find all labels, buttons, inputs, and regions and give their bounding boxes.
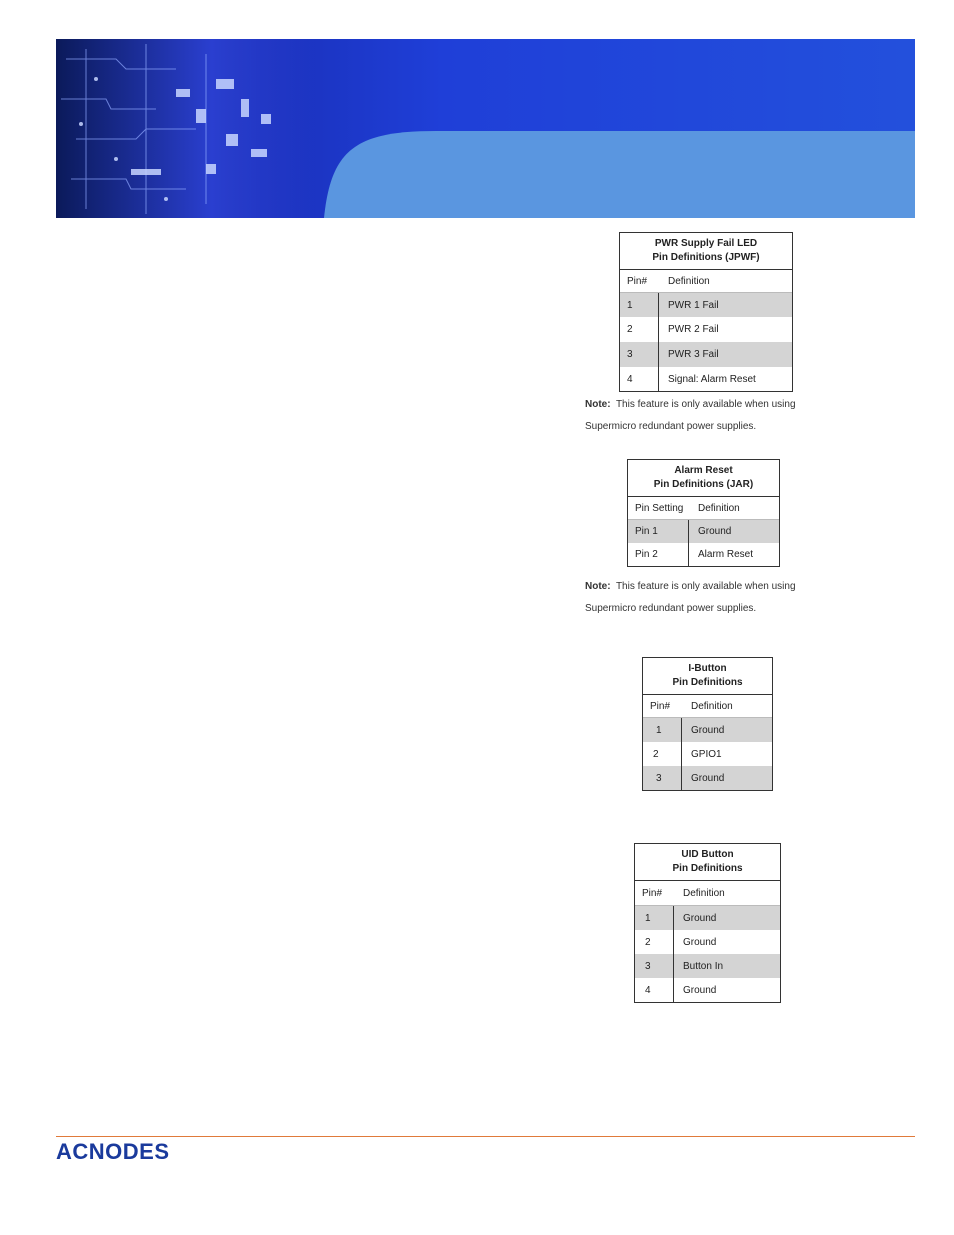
- table-row: 2 PWR 2 Fail: [620, 317, 792, 342]
- circuit-board-graphic: [56, 39, 915, 218]
- table-row: Pin 2 Alarm Reset: [628, 543, 779, 566]
- table-title: UID Button Pin Definitions: [635, 844, 780, 881]
- table-column-headers: Pin# Definition: [643, 695, 772, 718]
- header-banner: [56, 39, 915, 218]
- table-title: PWR Supply Fail LED Pin Definitions (JPWF): [620, 233, 792, 270]
- table-row: 2 Ground: [635, 930, 780, 954]
- table-row: 4 Ground: [635, 978, 780, 1002]
- table-row: 3 Ground: [643, 766, 772, 790]
- table-row: 1 Ground: [635, 906, 780, 930]
- table-column-headers: Pin# Definition: [635, 881, 780, 906]
- logo-text: ACNODES: [56, 1139, 170, 1164]
- acnodes-logo: [56, 1138, 212, 1164]
- table-row: 4 Signal: Alarm Reset: [620, 367, 792, 391]
- uid-button-pin-table: [634, 843, 781, 1003]
- ibutton-pin-table: [642, 657, 773, 791]
- note-jar: Note: This feature is only available when using Supermicro redundant power supplies.: [585, 581, 796, 614]
- table-title: Alarm Reset Pin Definitions (JAR): [628, 460, 779, 497]
- jpwf-pin-table: [619, 232, 793, 392]
- table-row: 3 Button In: [635, 954, 780, 978]
- table-title: I-Button Pin Definitions: [643, 658, 772, 695]
- table-row: 2 GPIO1: [643, 742, 772, 766]
- jar-pin-table: [627, 459, 780, 567]
- table-row: 3 PWR 3 Fail: [620, 342, 792, 367]
- table-row: 1 Ground: [643, 718, 772, 742]
- footer-divider: [56, 1136, 915, 1137]
- table-row: 1 PWR 1 Fail: [620, 293, 792, 317]
- note-jpwf: Note: This feature is only available when using Supermicro redundant power supplies.: [585, 399, 796, 432]
- table-column-headers: Pin# Definition: [620, 270, 792, 293]
- table-row: Pin 1 Ground: [628, 520, 779, 543]
- table-column-headers: Pin Setting Definition: [628, 497, 779, 520]
